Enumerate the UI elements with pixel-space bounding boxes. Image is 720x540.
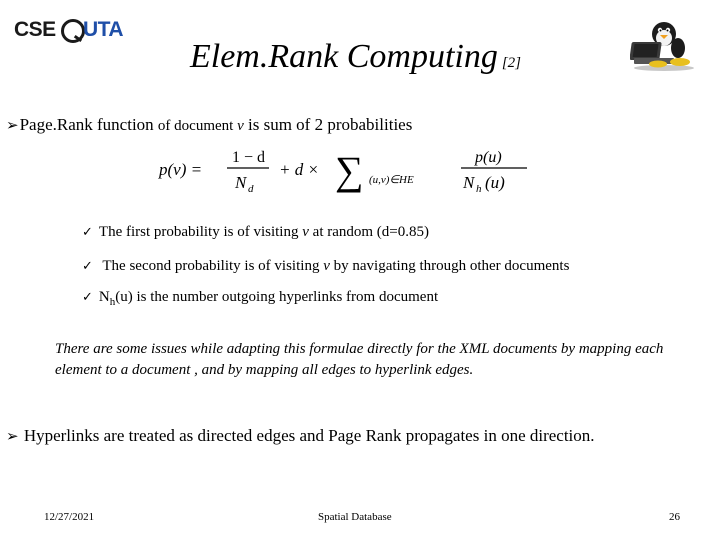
slide-title bbox=[190, 38, 521, 76]
bullet-hyperlinks bbox=[6, 426, 595, 446]
check2-text-b: by navigating through other documents bbox=[329, 258, 570, 274]
check1-text-a: The first probability is of visiting bbox=[98, 224, 303, 240]
check-item-first-probability bbox=[82, 224, 429, 241]
bullet1-text-b: of document bbox=[157, 118, 238, 134]
bullet1-text-a: Page.Rank function bbox=[19, 115, 158, 134]
formula-frac2-den-tail: (u) bbox=[485, 173, 505, 192]
bullet2-text: Hyperlinks are treated as directed edges and Page Rank propagates in one direction. bbox=[19, 426, 595, 445]
footer-date: 12/27/2021 bbox=[44, 511, 95, 523]
formula-plus-d: + d × bbox=[279, 160, 319, 179]
check3-text-sub: h bbox=[109, 296, 116, 308]
formula-frac2-den-sub: h bbox=[476, 183, 482, 195]
arrow-bullet-icon: ➢ bbox=[6, 118, 19, 134]
bullet-pagerank bbox=[6, 115, 412, 135]
check1-text-b: at random (d=0.85) bbox=[308, 224, 430, 240]
check-mark-icon: ✓ bbox=[82, 225, 93, 240]
logo-uta-text: UTA bbox=[83, 18, 124, 41]
check3-text-main: N bbox=[98, 289, 110, 305]
footer-page-number: 26 bbox=[669, 511, 680, 523]
logo-cse-text: CSE bbox=[14, 18, 56, 41]
slide-title-ref: [2] bbox=[501, 55, 522, 71]
summation-icon: ∑ bbox=[335, 148, 364, 193]
check-mark-icon: ✓ bbox=[82, 259, 93, 274]
penguin-laptop-icon bbox=[630, 12, 698, 72]
formula-sum-sub: (u,v)∈HE bbox=[369, 174, 414, 186]
formula-frac2-den: N bbox=[463, 173, 475, 192]
check1-var: v bbox=[302, 224, 309, 240]
formula-frac1-den: N bbox=[235, 173, 247, 192]
issues-note: There are some issues while adapting this formulae directly for the XML documents by mapping each element to a document , and by mapping all edges to hyperlink edges. bbox=[55, 341, 664, 378]
formula-frac2-num: p(u) bbox=[475, 149, 502, 166]
check-mark-icon: ✓ bbox=[82, 290, 93, 305]
slide-title-text: Elem.Rank Computing bbox=[190, 38, 498, 75]
check3-text-after: (u) is the number outgoing hyperlinks from document bbox=[115, 289, 439, 305]
check2-var: v bbox=[323, 258, 330, 274]
check2-text-a: The second probability is of visiting bbox=[98, 258, 324, 274]
check-item-second-probability bbox=[82, 258, 569, 275]
arrow-bullet-icon: ➢ bbox=[6, 429, 19, 445]
formula-frac1-den-sub: d bbox=[248, 183, 254, 195]
check-item-nh-definition bbox=[82, 289, 438, 308]
footer-title: Spatial Database bbox=[318, 511, 392, 523]
bullet1-text-c: is sum of 2 probabilities bbox=[243, 115, 413, 134]
pagerank-formula bbox=[157, 144, 532, 196]
formula-lhs: p(v) = bbox=[159, 160, 203, 179]
bullet1-var: v bbox=[237, 118, 244, 134]
cse-uta-logo bbox=[14, 18, 124, 48]
formula-frac1-num: 1 − d bbox=[232, 149, 266, 166]
